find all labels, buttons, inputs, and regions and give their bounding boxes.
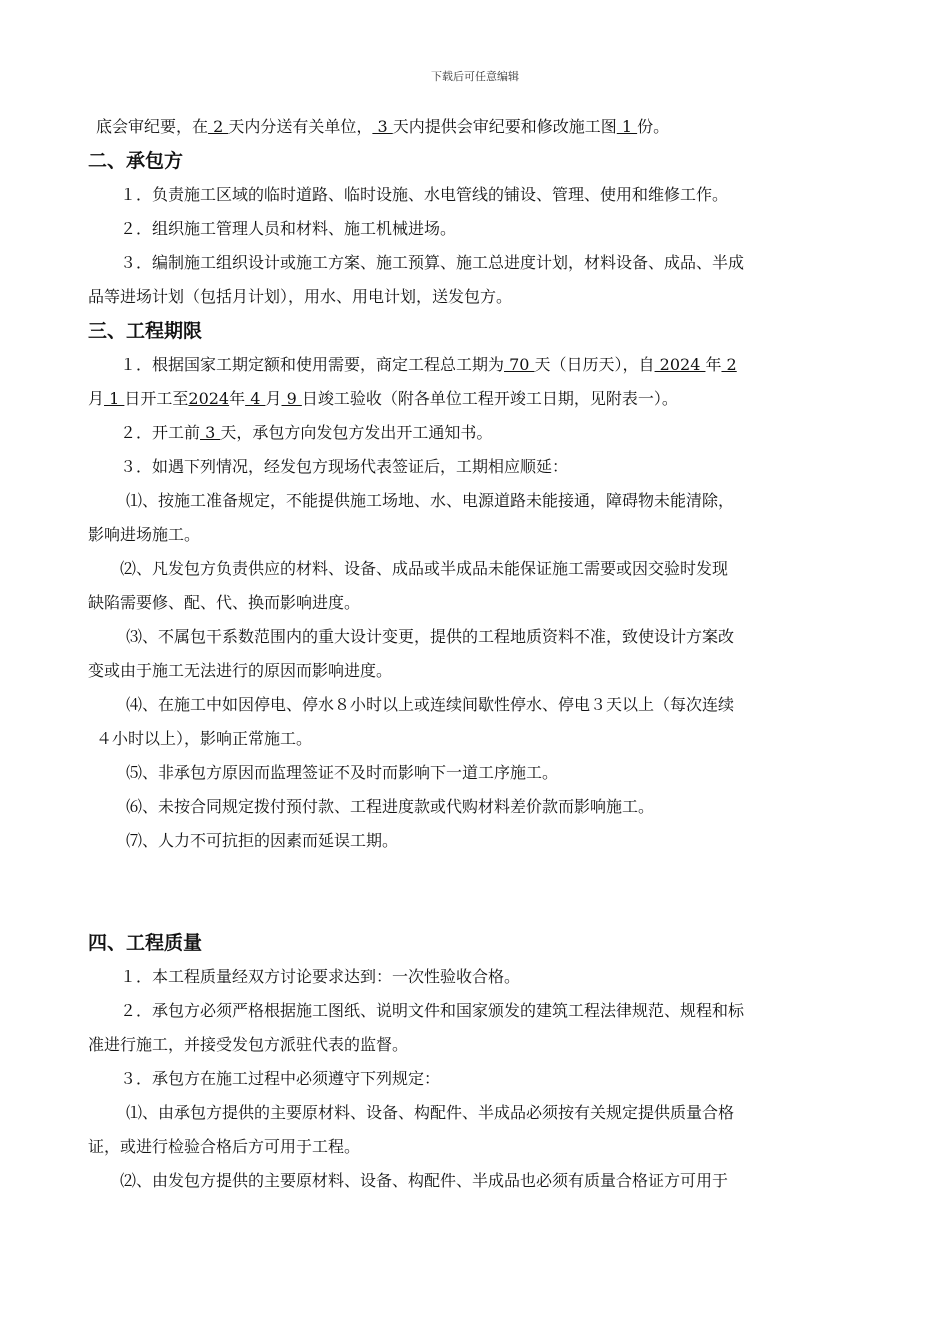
- section-heading-quality: 四、工程质量: [88, 932, 203, 954]
- list-item: ⑵、由发包方提供的主要原材料、设备、构配件、半成品也必须有质量合格证方可用于: [120, 1171, 729, 1190]
- list-item-continuation: 变或由于施工无法进行的原因而影响进度。: [88, 661, 393, 680]
- notice-line: ２．开工前 3 天，承包方向发包方发出开工通知书。: [120, 423, 493, 442]
- paragraph: ３．编制施工组织设计或施工方案、施工预算、施工总进度计划，材料设备、成品、半成: [120, 253, 745, 272]
- start-year-value: 2024: [654, 355, 706, 374]
- document-body: [88, 110, 864, 1198]
- paragraph-continuation: 准进行施工，并接受发包方派驻代表的监督。: [88, 1035, 409, 1054]
- list-item: ⑵、凡发包方负责供应的材料、设备、成品或半成品未能保证施工需要或因交验时发现: [120, 559, 729, 578]
- list-item-continuation: 影响进场施工。: [88, 525, 201, 544]
- page-header: 下载后可任意编辑: [431, 70, 519, 83]
- duration-line: １．根据国家工期定额和使用需要，商定工程总工期为 70 天（日历天），自 2024 年 2: [120, 355, 737, 374]
- list-item: ⑷、在施工中如因停电、停水８小时以上或连续间歇性停水、停电３天以上（每次连续: [126, 695, 735, 714]
- paragraph-continuation: 品等进场计划（包括月计划），用水、用电计划，送发包方。: [88, 287, 513, 306]
- list-item: ⑴、由承包方提供的主要原材料、设备、构配件、半成品必须按有关规定提供质量合格: [126, 1103, 735, 1122]
- paragraph: ２．组织施工管理人员和材料、施工机械进场。: [120, 219, 457, 238]
- section-heading-duration: 三、工程期限: [88, 320, 203, 342]
- section-heading-contractor: 二、承包方: [88, 150, 184, 172]
- paragraph: １．本工程质量经双方讨论要求达到：一次性验收合格。: [120, 967, 521, 986]
- list-item: ⑶、不属包干系数范围内的重大设计变更，提供的工程地质资料不准，致使设计方案改: [126, 627, 735, 646]
- list-item-continuation: 缺陷需要修、配、代、换而影响进度。: [88, 593, 361, 612]
- paragraph: ３．承包方在施工过程中必须遵守下列规定：: [120, 1069, 441, 1088]
- paragraph: ２．承包方必须严格根据施工图纸、说明文件和国家颁发的建筑工程法律规范、规程和标: [120, 1001, 745, 1020]
- list-item-continuation: ４小时以上），影响正常施工。: [96, 729, 313, 748]
- end-day-value: 9: [281, 389, 302, 408]
- total-days-value: 70: [504, 355, 535, 374]
- copies-value: 1: [616, 117, 638, 136]
- meeting-minutes-line: 底会审纪要，在 2 天内分送有关单位， 3 天内提供会审纪要和修改施工图 1 份。: [96, 117, 670, 136]
- start-day-value: 1: [104, 389, 125, 408]
- list-item: ⑹、未按合同规定拨付预付款、工程进度款或代购材料差价款而影响施工。: [126, 797, 655, 816]
- list-item-continuation: 证，或进行检验合格后方可用于工程。: [88, 1137, 361, 1156]
- duration-line-continuation: 月 1 日开工至2024年 4 月 9 日竣工验收（附各单位工程开竣工日期，见附表一）。: [88, 389, 678, 408]
- end-year-value: 2024: [188, 389, 230, 408]
- end-month-value: 4: [245, 389, 266, 408]
- spacer: [88, 858, 864, 926]
- paragraph: １．负责施工区域的临时道路、临时设施、水电管线的铺设、管理、使用和维修工作。: [120, 185, 729, 204]
- list-item: ⑺、人力不可抗拒的因素而延误工期。: [126, 831, 399, 850]
- days-distribute-value: 2: [208, 117, 229, 136]
- paragraph: ３．如遇下列情况，经发包方现场代表签证后，工期相应顺延：: [120, 457, 569, 476]
- notice-days-value: 3: [200, 423, 221, 442]
- start-month-value: 2: [721, 355, 737, 374]
- days-provide-value: 3: [372, 117, 393, 136]
- list-item: ⑸、非承包方原因而监理签证不及时而影响下一道工序施工。: [126, 763, 559, 782]
- list-item: ⑴、按施工准备规定，不能提供施工场地、水、电源道路未能接通，障碍物未能清除，: [126, 491, 735, 510]
